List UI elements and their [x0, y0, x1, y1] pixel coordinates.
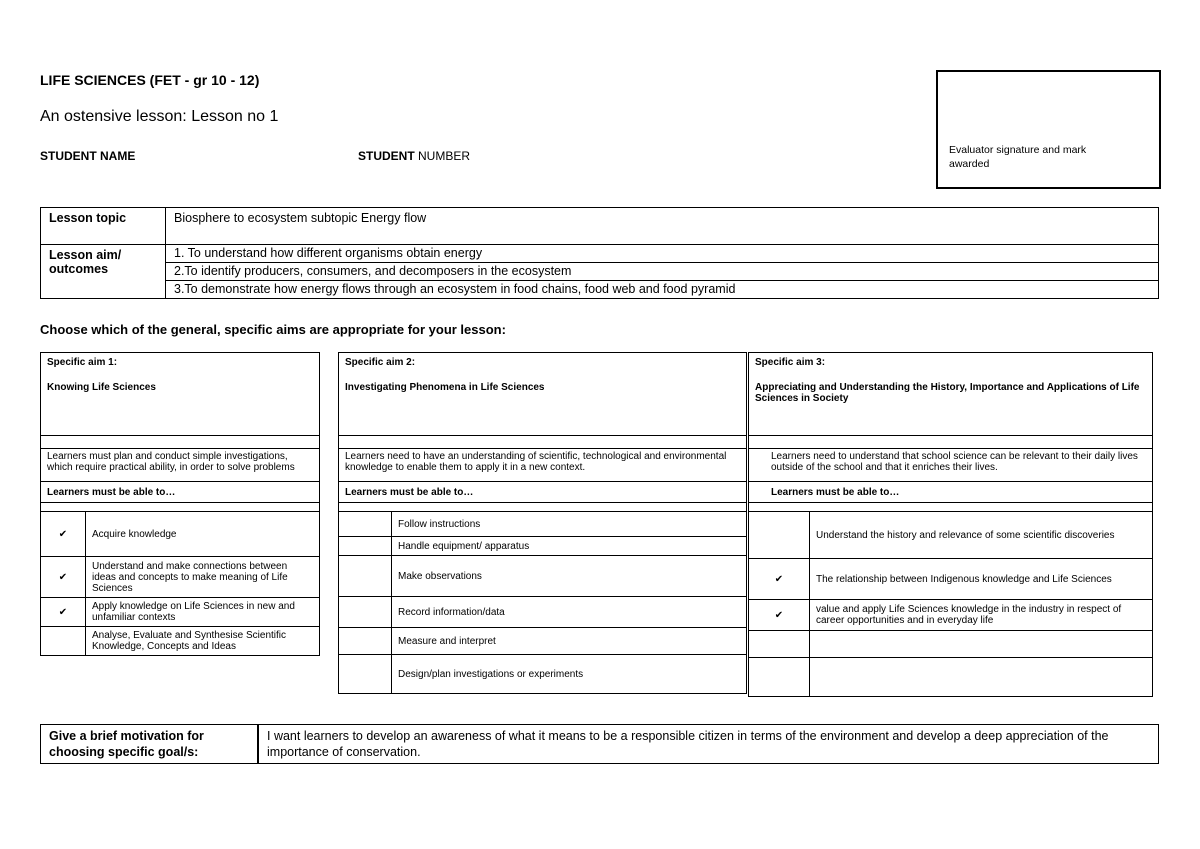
- aim-2-check-2[interactable]: [339, 537, 392, 556]
- aim-1-heading: Specific aim 1:: [47, 357, 118, 368]
- aim-1-check-3[interactable]: ✔: [41, 598, 86, 627]
- aim-3-check-5[interactable]: [749, 658, 810, 697]
- aim-2-item-4: Record information/data: [392, 597, 747, 628]
- aim-2-item-3: Make observations: [392, 556, 747, 597]
- aim-2-check-1[interactable]: [339, 512, 392, 537]
- aim-2-spacer: [339, 436, 747, 449]
- motivation-table: [40, 724, 1159, 764]
- aim-1-description: Learners must plan and conduct simple investigations, which require practical ability, in order to solve problems: [41, 449, 320, 482]
- aim-3-item-4: [810, 631, 1153, 658]
- aim-1-spacer: [41, 436, 320, 449]
- evaluator-box[interactable]: [936, 70, 1161, 189]
- student-number-label: STUDENT NUMBER: [358, 149, 471, 163]
- aim-3-check-2[interactable]: ✔: [749, 559, 810, 600]
- outcome-2[interactable]: 2.To identify producers, consumers, and decomposers in the ecosystem: [166, 263, 1159, 281]
- aim-1-name: Knowing Life Sciences: [47, 382, 156, 393]
- aim-2-item-5: Measure and interpret: [392, 628, 747, 655]
- aim-3-header: [749, 353, 1153, 436]
- aim-2-header: [339, 353, 747, 436]
- aim-3-gap: [749, 503, 1153, 512]
- aim-3-item-1: Understand the history and relevance of some scientific discoveries: [810, 512, 1153, 559]
- aim-3-check-1[interactable]: [749, 512, 810, 559]
- aim-1-check-1[interactable]: ✔: [41, 512, 86, 557]
- outcome-1[interactable]: 1. To understand how different organisms obtain energy: [166, 245, 1159, 263]
- aim-2-description: Learners need to have an understanding of scientific, technological and environmental knowledge to enable them to apply it in a new context.: [339, 449, 747, 482]
- aim-2-able-label: Learners must be able to…: [339, 482, 747, 503]
- lesson-subtitle: An ostensive lesson: Lesson no 1: [40, 108, 279, 125]
- aim-1-gap: [41, 503, 320, 512]
- aim-3-heading: Specific aim 3:: [755, 357, 826, 368]
- aim-1-able-label: Learners must be able to…: [41, 482, 320, 503]
- aim-2-name: Investigating Phenomena in Life Sciences: [345, 382, 545, 393]
- aim-3-check-4[interactable]: [749, 631, 810, 658]
- lesson-table: [40, 207, 1159, 299]
- aim-2-column: [338, 352, 747, 694]
- aim-1-column: [40, 352, 320, 656]
- aim-3-column: [748, 352, 1153, 697]
- aim-label: Lesson aim/ outcomes: [41, 245, 166, 299]
- student-name-label: STUDENT NAME: [40, 149, 136, 163]
- topic-label: Lesson topic: [41, 208, 166, 245]
- aim-1-item-1: Acquire knowledge: [86, 512, 320, 557]
- aim-2-check-5[interactable]: [339, 628, 392, 655]
- aim-3-item-3: value and apply Life Sciences knowledge in the industry in respect of career opportunities and in everyday life: [810, 600, 1153, 631]
- aim-2-gap: [339, 503, 747, 512]
- aim-3-item-5: [810, 658, 1153, 697]
- evaluator-label: Evaluator signature and mark awarded: [949, 144, 1087, 170]
- aim-2-item-6: Design/plan investigations or experiments: [392, 655, 747, 694]
- choose-heading: Choose which of the general, specific aims are appropriate for your lesson:: [40, 322, 506, 337]
- aim-2-check-3[interactable]: [339, 556, 392, 597]
- aim-3-description: Learners need to understand that school science can be relevant to their daily lives outside of the school and that it enriches their lives.: [749, 449, 1153, 482]
- motivation-label: Give a brief motivation for choosing specific goal/s:: [41, 725, 259, 764]
- aim-2-heading: Specific aim 2:: [345, 357, 416, 368]
- aim-2-check-6[interactable]: [339, 655, 392, 694]
- aim-1-item-4: Analyse, Evaluate and Synthesise Scientific Knowledge, Concepts and Ideas: [86, 627, 320, 656]
- aim-1-item-2: Understand and make connections between ideas and concepts to make meaning of Life Sciences: [86, 557, 320, 598]
- topic-value[interactable]: Biosphere to ecosystem subtopic Energy flow: [166, 208, 1159, 245]
- aim-3-check-3[interactable]: ✔: [749, 600, 810, 631]
- aim-1-header: [41, 353, 320, 436]
- aim-1-check-4[interactable]: [41, 627, 86, 656]
- aim-3-spacer: [749, 436, 1153, 449]
- aim-3-item-2: The relationship between Indigenous knowledge and Life Sciences: [810, 559, 1153, 600]
- aim-1-check-2[interactable]: ✔: [41, 557, 86, 598]
- motivation-text[interactable]: I want learners to develop an awareness of what it means to be a responsible citizen in terms of the environment and develop a deep appreciation of the importance of conservation.: [258, 725, 1159, 764]
- aim-2-item-1: Follow instructions: [392, 512, 747, 537]
- aim-3-able-label: Learners must be able to…: [749, 482, 1153, 503]
- outcome-3[interactable]: 3.To demonstrate how energy flows through an ecosystem in food chains, food web and food pyramid: [166, 281, 1159, 299]
- aim-2-check-4[interactable]: [339, 597, 392, 628]
- aim-2-item-2: Handle equipment/ apparatus: [392, 537, 747, 556]
- aim-1-item-3: Apply knowledge on Life Sciences in new and unfamiliar contexts: [86, 598, 320, 627]
- aim-3-name: Appreciating and Understanding the History, Importance and Applications of Life Sciences in Society: [755, 382, 1140, 404]
- document-title: LIFE SCIENCES (FET - gr 10 - 12): [40, 72, 260, 88]
